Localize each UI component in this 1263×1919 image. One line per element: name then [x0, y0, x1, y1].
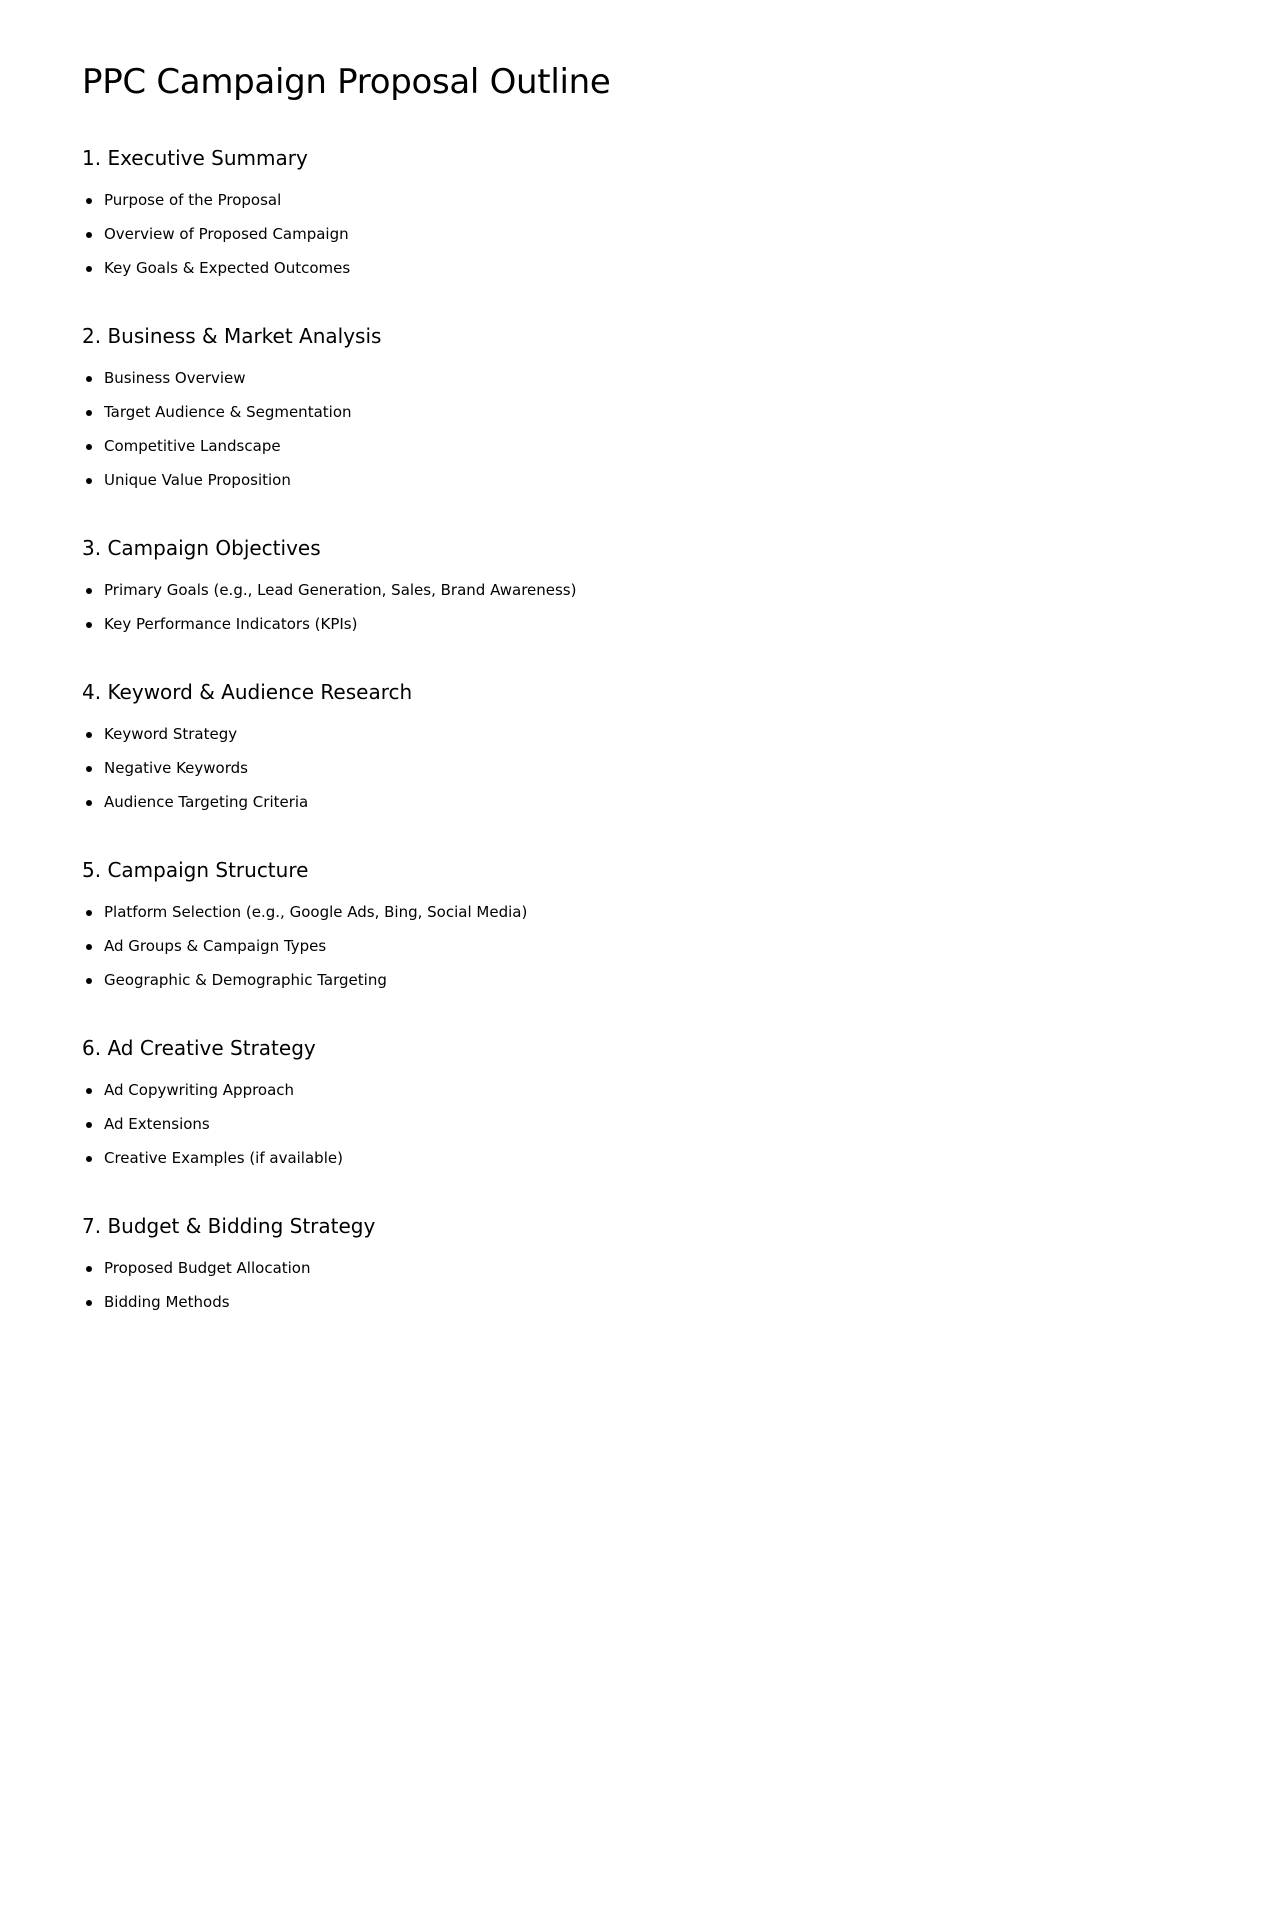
outline-section — [82, 1033, 1263, 1175]
list-item: Key Performance Indicators (KPIs) — [82, 607, 1263, 641]
outline-section — [82, 1211, 1263, 1319]
list-item: Bidding Methods — [82, 1285, 1263, 1319]
list-item: Audience Targeting Criteria — [82, 785, 1263, 819]
bullet-list — [82, 895, 1263, 997]
list-item: Business Overview — [82, 361, 1263, 395]
list-item: Competitive Landscape — [82, 429, 1263, 463]
page-title: PPC Campaign Proposal Outline — [82, 62, 611, 102]
list-item: Primary Goals (e.g., Lead Generation, Sales, Brand Awareness) — [82, 573, 1263, 607]
section-heading: 5. Campaign Structure — [82, 858, 309, 882]
list-item: Creative Examples (if available) — [82, 1141, 1263, 1175]
list-item: Ad Extensions — [82, 1107, 1263, 1141]
section-heading: 2. Business & Market Analysis — [82, 324, 382, 348]
list-item: Key Goals & Expected Outcomes — [82, 251, 1263, 285]
list-item: Keyword Strategy — [82, 717, 1263, 751]
outline-section — [82, 533, 1263, 641]
section-heading: 6. Ad Creative Strategy — [82, 1036, 316, 1060]
bullet-list — [82, 573, 1263, 641]
bullet-list — [82, 1073, 1263, 1175]
list-item: Proposed Budget Allocation — [82, 1251, 1263, 1285]
list-item: Platform Selection (e.g., Google Ads, Bing, Social Media) — [82, 895, 1263, 929]
section-heading: 7. Budget & Bidding Strategy — [82, 1214, 376, 1238]
bullet-list — [82, 361, 1263, 497]
section-heading: 3. Campaign Objectives — [82, 536, 321, 560]
list-item: Ad Copywriting Approach — [82, 1073, 1263, 1107]
list-item: Overview of Proposed Campaign — [82, 217, 1263, 251]
list-item: Ad Groups & Campaign Types — [82, 929, 1263, 963]
bullet-list — [82, 183, 1263, 285]
outline-section — [82, 143, 1263, 285]
outline-section — [82, 321, 1263, 497]
section-heading: 4. Keyword & Audience Research — [82, 680, 413, 704]
outline-section — [82, 677, 1263, 819]
section-heading: 1. Executive Summary — [82, 146, 308, 170]
list-item: Negative Keywords — [82, 751, 1263, 785]
bullet-list — [82, 1251, 1263, 1319]
list-item: Purpose of the Proposal — [82, 183, 1263, 217]
outline-section — [82, 855, 1263, 997]
bullet-list — [82, 717, 1263, 819]
list-item: Geographic & Demographic Targeting — [82, 963, 1263, 997]
list-item: Unique Value Proposition — [82, 463, 1263, 497]
outline — [82, 143, 1263, 1319]
list-item: Target Audience & Segmentation — [82, 395, 1263, 429]
